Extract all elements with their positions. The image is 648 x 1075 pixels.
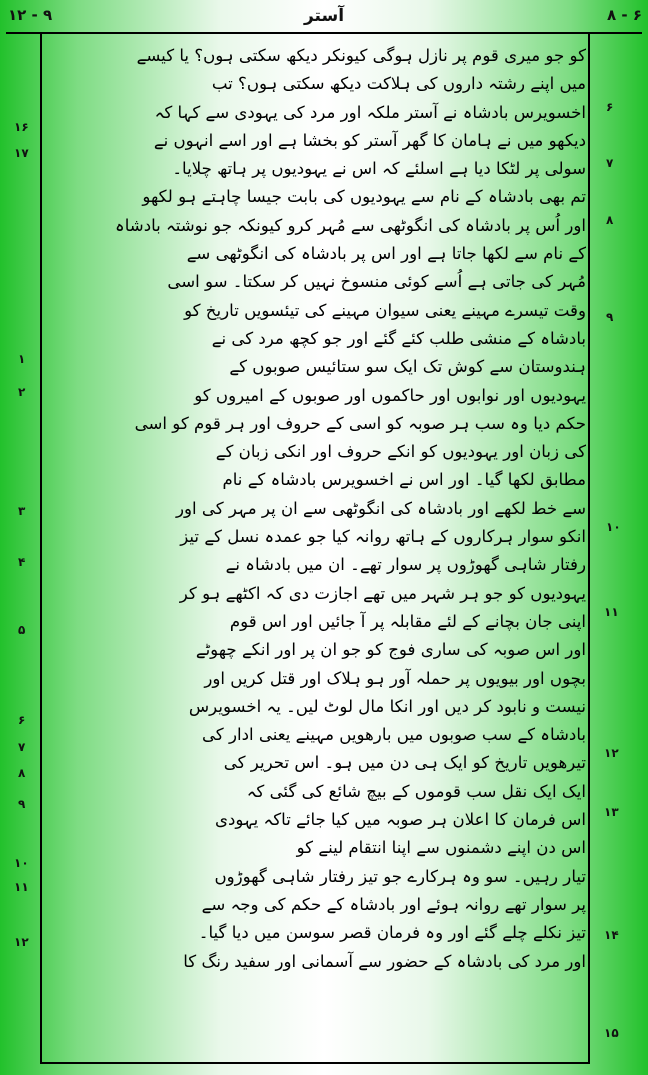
frame-right-rule	[588, 34, 590, 1064]
verse-number: ۱۷	[14, 146, 29, 160]
verse-number: ۱۰	[606, 520, 621, 534]
frame-left-rule	[40, 34, 42, 1064]
verse-number: ۱۰	[14, 856, 29, 870]
text-line: تیرھویں تاریخ کو ایک ہی دن میں ہو۔ اس تحریر کی	[223, 753, 586, 773]
text-line: انکو سوار ہرکاروں کے ہاتھ روانہ کیا جو عمدہ نسل کے تیز	[180, 527, 586, 547]
chapter-verse-range-left: ۱۲ - ۹	[8, 6, 53, 24]
text-line: دیکھو میں نے ہامان کا گھر آستر کو بخشا ہے اور اسے انہوں نے	[153, 130, 586, 150]
verse-number: ۵	[18, 623, 26, 637]
text-line: کی زبان اور یہودیوں کو انکے حروف اور انکی زبان کے	[215, 442, 586, 462]
text-line: ہندوستان سے کوش تک ایک سو ستائیس صوبوں کے	[229, 357, 586, 377]
text-line: میں اپنے رشتہ داروں کی ہلاکت دیکھ سکتی ہوں؟ تب	[211, 74, 586, 94]
verse-number: ۹	[18, 797, 26, 811]
text-line: کے نام سے لکھا جاتا ہے اور اس پر بادشاہ کی انگوٹھی سے	[186, 244, 586, 264]
text-line: اور اُس پر بادشاہ کی انگوٹھی سے مُہر کرو کیونکہ جو نوشتہ بادشاہ	[115, 215, 586, 235]
text-line: نیست و نابود کر دیں اور انکا مال لوٹ لیں۔ یہ اخسویرس	[188, 696, 586, 716]
verse-number: ۶	[606, 100, 614, 114]
running-title: آستر	[303, 6, 345, 26]
verse-number: ۱۲	[604, 746, 619, 760]
verse-number: ۸	[18, 766, 26, 780]
frame-bottom-rule	[40, 1062, 590, 1064]
text-line: اور مرد کی بادشاہ کے حضور سے آسمانی اور سفید رنگ کا	[183, 951, 586, 971]
text-line: یہودیوں اور نوابوں اور حاکموں اور صوبوں کے امیروں کو	[194, 385, 586, 405]
page-header	[0, 0, 648, 32]
text-line: سے خط لکھے اور بادشاہ کی انگوٹھی سے ان پر مہر کی اور	[175, 498, 586, 518]
text-line: تیز نکلے چلے گئے اور وہ فرمان قصر سوسن میں دیا گیا۔	[198, 923, 586, 943]
text-line: حکم دیا وہ سب ہر صوبہ کو اسی کے حروف اور ہر قوم کو اسی	[134, 413, 586, 433]
text-line: اخسویرس بادشاہ نے آستر ملکہ اور مرد کی یہودی سے کہا کہ	[154, 102, 586, 122]
verse-number: ۴	[18, 555, 26, 569]
text-line: سولی پر لٹکا دیا ہے اسلئے کہ اس نے یہودیوں پر ہاتھ چلایا۔	[172, 159, 586, 179]
text-line: وقت تیسرے مہینے یعنی سیوان مہینے کی تیئسویں تاریخ کو	[184, 300, 586, 320]
verse-number: ۱۱	[14, 880, 29, 894]
text-line: مُہر کی جاتی ہے اُسے کوئی منسوخ نہیں کر سکتا۔ سو اسی	[167, 272, 586, 292]
verse-number: ۶	[18, 713, 26, 727]
verse-number: ۲	[18, 385, 26, 399]
text-line: تم بھی بادشاہ کے نام سے یہودیوں کی بابت جیسا چاہتے ہو لکھو	[142, 187, 586, 207]
text-line: بادشاہ کے سب صوبوں میں بارھویں مہینے یعنی ادار کی	[201, 725, 586, 745]
text-line: تیار رہیں۔ سو وہ ہرکارے جو تیز رفتار شاہی گھوڑوں	[214, 866, 586, 886]
text-line: اپنی جان بچانے کے لئے مقابلہ پر آ جائیں اور اس قوم	[229, 611, 586, 631]
verse-number: ۷	[18, 740, 26, 754]
verse-number: ۹	[606, 310, 614, 324]
text-line: پر سوار تھے روانہ ہوئے اور بادشاہ کے حکم کی وجہ سے	[201, 894, 586, 914]
verse-number: ۱	[18, 352, 26, 366]
verse-number: ۱۳	[604, 805, 619, 819]
verse-number: ۱۲	[14, 935, 29, 949]
verse-number: ۱۴	[604, 928, 619, 942]
text-line: یہودیوں کو جو ہر شہر میں تھے اجازت دی کہ اکٹھے ہو کر	[179, 583, 586, 603]
verse-number: ۷	[606, 156, 614, 170]
verse-number: ۱۵	[604, 1026, 619, 1040]
text-line: ایک ایک نقل سب قوموں کے بیچ شائع کی گئی کہ	[246, 781, 586, 801]
text-line: رفتار شاہی گھوڑوں پر سوار تھے۔ ان میں بادشاہ نے	[225, 555, 586, 575]
verse-number: ۱۶	[14, 120, 29, 134]
verse-number: ۳	[18, 504, 26, 518]
text-line: اور اس صوبہ کی ساری فوج کو جو ان پر اور انکے چھوٹے	[195, 640, 586, 660]
text-line: مطابق لکھا گیا۔ اور اس نے اخسویرس بادشاہ کے نام	[222, 470, 586, 490]
verse-number: ۱۱	[604, 605, 619, 619]
text-line: بچوں اور بیویوں پر حملہ آور ہو ہلاک اور قتل کریں اور	[204, 668, 586, 688]
chapter-verse-range-right: ۸ - ۶	[607, 6, 642, 24]
text-line: کو جو میری قوم پر نازل ہوگی کیونکر دیکھ سکتی ہوں؟ یا کیسے	[136, 46, 586, 65]
text-line: اس دن اپنے دشمنوں سے اپنا انتقام لینے کو	[296, 838, 586, 858]
header-rule	[6, 32, 642, 34]
text-line: بادشاہ کے منشی طلب کئے گئے اور جو کچھ مرد کی نے	[211, 328, 586, 348]
text-line: اس فرمان کا اعلان ہر صوبہ میں کیا جائے تاکہ یہودی	[214, 810, 586, 830]
scripture-text-column	[66, 42, 586, 976]
verse-number: ۸	[606, 213, 614, 227]
